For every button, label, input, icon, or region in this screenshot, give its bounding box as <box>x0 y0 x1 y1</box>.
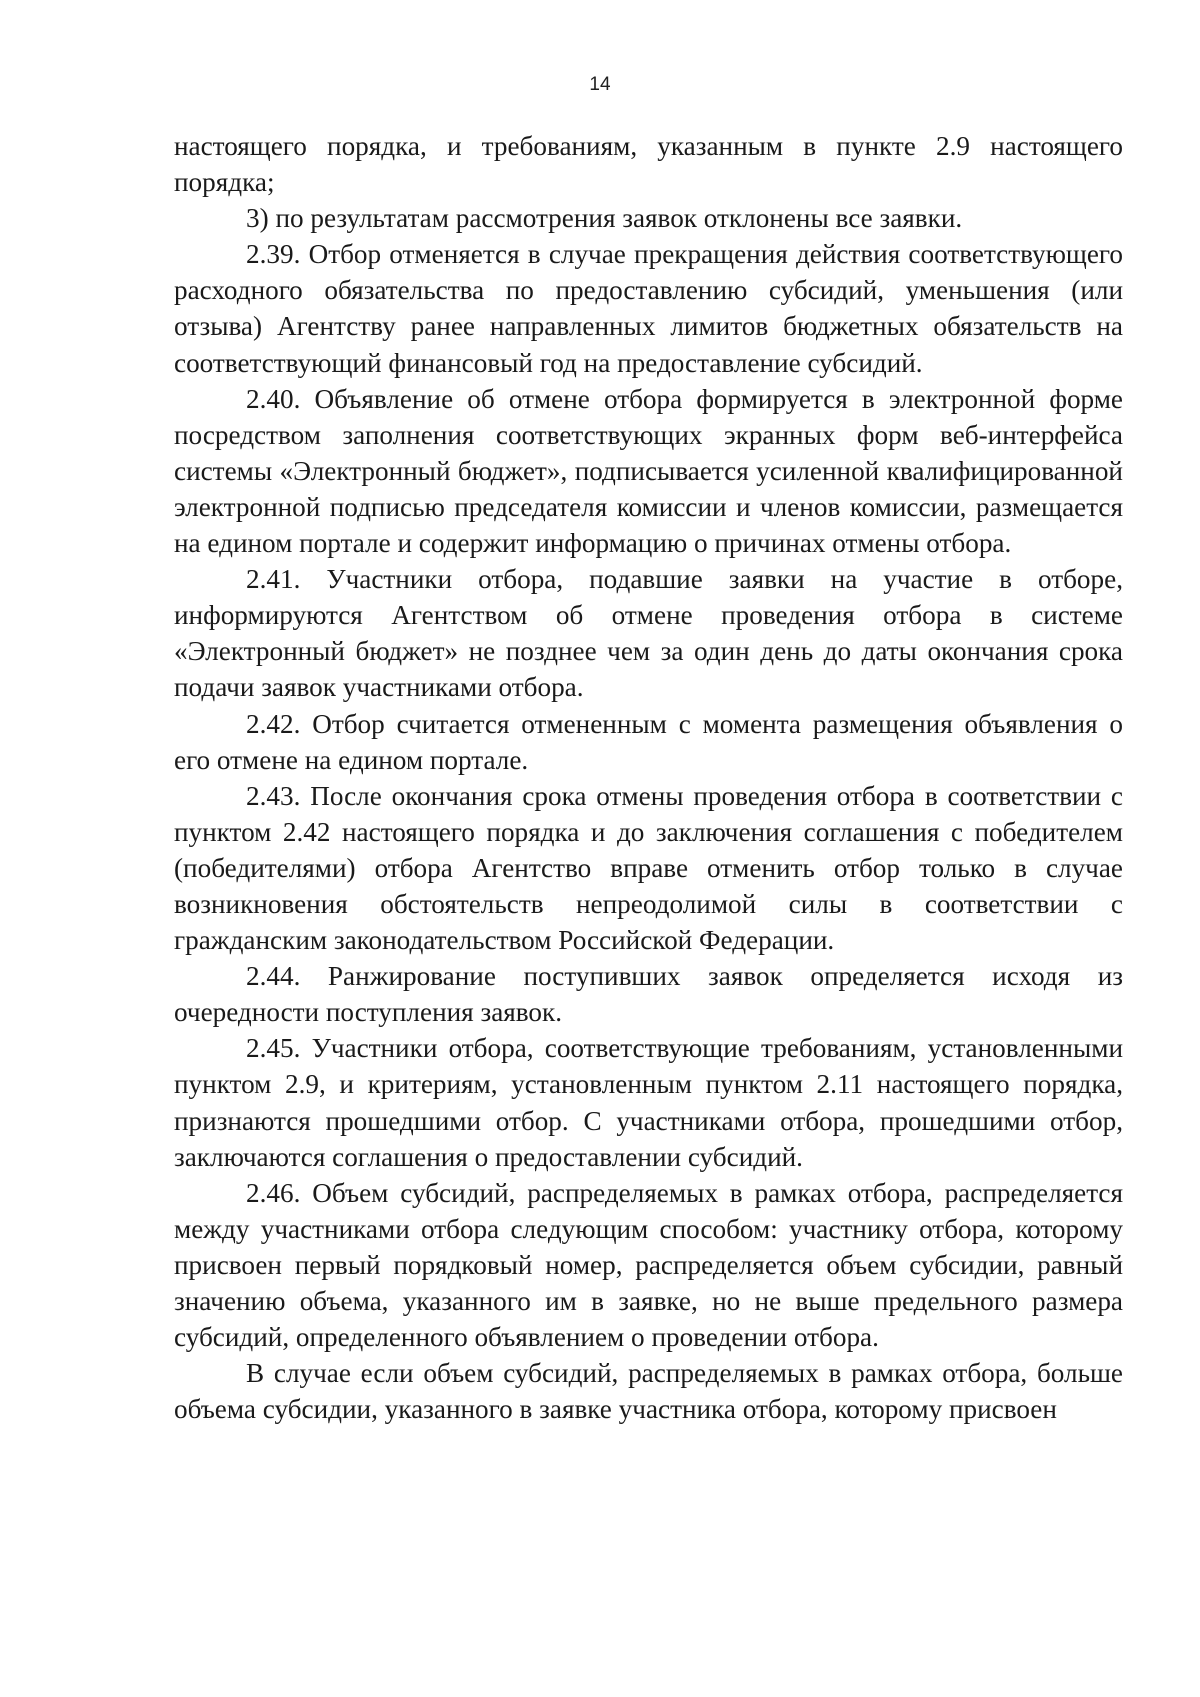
paragraph-2-46: 2.46. Объем субсидий, распределяемых в рамках отбора, распределяется между участниками отбора следующим способом: участнику отбора, которому присвоен первый порядковый номер, распределяется объем субсидии, равный значению объема, указанного им в заявке, но не выше предельного размера субсидий, определенного объявлением о проведении отбора. <box>174 1177 1123 1353</box>
paragraph-2-41: 2.41. Участники отбора, подавшие заявки на участие в отборе, информируются Агентством об отмене проведения отбора в системе «Электронный бюджет» не позднее чем за один день до даты окончания срока подачи заявок участниками отбора. <box>174 564 1123 703</box>
paragraph-item-3: 3) по результатам рассмотрения заявок отклонены все заявки. <box>246 203 963 234</box>
paragraph-2-42: 2.42. Отбор считается отмененным с момента размещения объявления о его отмене на едином портале. <box>174 708 1123 775</box>
document-body <box>174 128 1123 1427</box>
paragraph-2-39: 2.39. Отбор отменяется в случае прекращения действия соответствующего расходного обязательства по предоставлению субсидий, уменьшения (или отзыва) Агентству ранее направленных лимитов бюджетных обязательств на соответствующий финансовый год на предоставление субсидий. <box>174 239 1123 378</box>
paragraph-continuation: настоящего порядка, и требованиям, указанным в пункте 2.9 настоящего порядка; <box>174 131 1123 198</box>
page-number: 14 <box>589 74 611 95</box>
paragraph-2-43: 2.43. После окончания срока отмены проведения отбора в соответствии с пунктом 2.42 настоящего порядка и до заключения соглашения с победителем (победителями) отбора Агентство вправе отменить отбор только в случае возникновения обстоятельств непреодолимой силы в соответствии с гражданским законодательством Российской Федерации. <box>174 780 1123 956</box>
paragraph-allocation-case: В случае если объем субсидий, распределяемых в рамках отбора, больше объема субсидии, указанного в заявке участника отбора, которому присвоен <box>174 1358 1123 1425</box>
paragraph-2-45: 2.45. Участники отбора, соответствующие требованиям, установленными пунктом 2.9, и критериям, установленным пунктом 2.11 настоящего порядка, признаются прошедшими отбор. С участниками отбора, прошедшими отбор, заключаются соглашения о предоставлении субсидий. <box>174 1033 1123 1172</box>
paragraph-2-40: 2.40. Объявление об отмене отбора формируется в электронной форме посредством заполнения соответствующих экранных форм веб-интерфейса системы «Электронный бюджет», подписывается усиленной квалифицированной электронной подписью председателя комиссии и членов комиссии, размещается на едином портале и содержит информацию о причинах отмены отбора. <box>174 383 1123 559</box>
paragraph-2-44: 2.44. Ранжирование поступивших заявок определяется исходя из очередности поступления заявок. <box>174 961 1123 1028</box>
